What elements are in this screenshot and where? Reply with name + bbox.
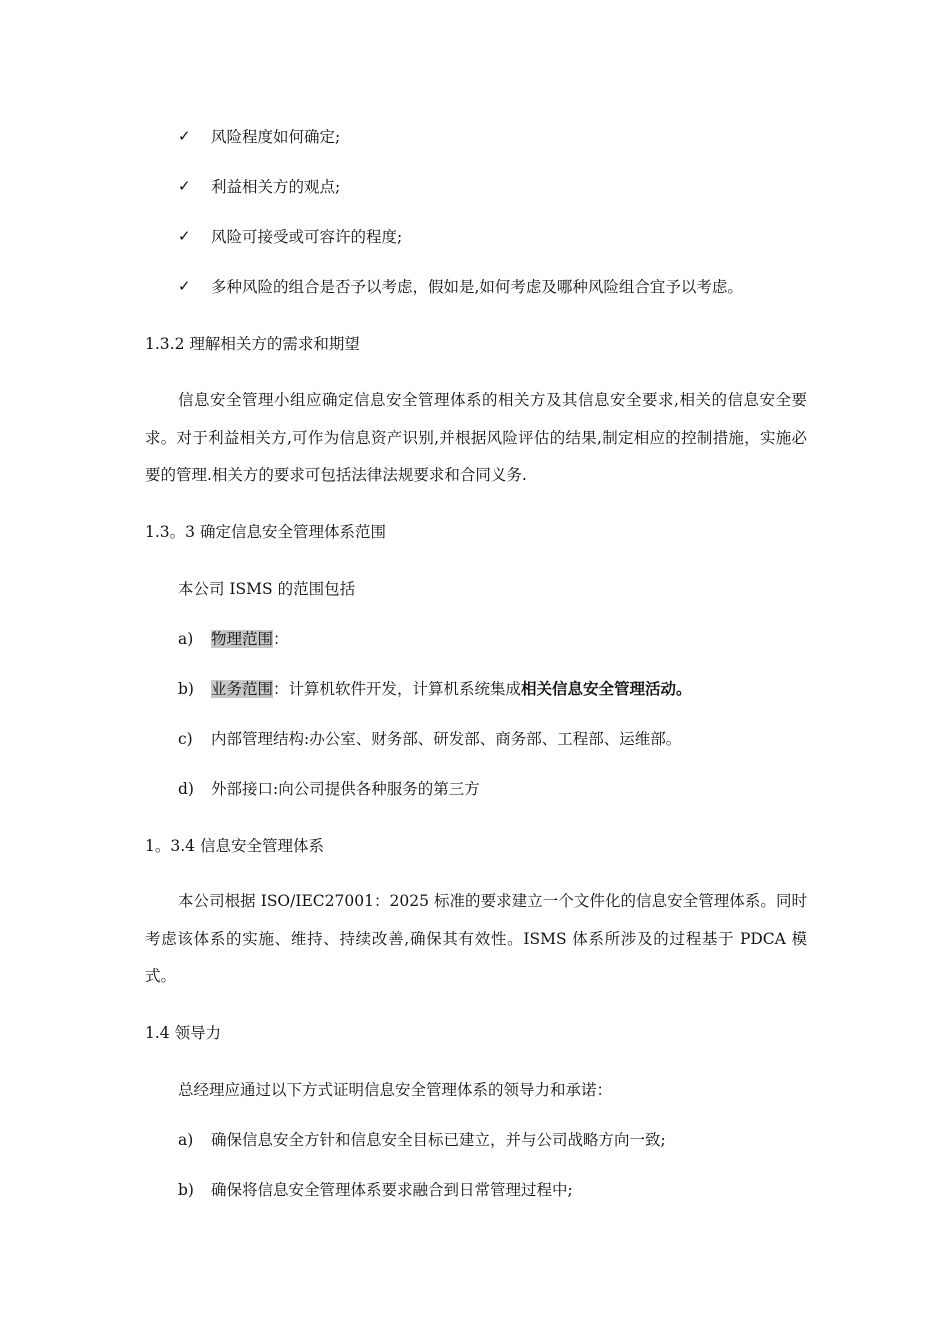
list-item bbox=[211, 679, 692, 699]
section-heading: 1.3。3 确定信息安全管理体系范围 bbox=[145, 523, 386, 541]
highlighted-label: 物理范围 bbox=[211, 630, 274, 648]
check-mark-icon: ✓ bbox=[178, 277, 191, 295]
list-marker: d) bbox=[178, 780, 194, 798]
section-intro: 总经理应通过以下方式证明信息安全管理体系的领导力和承诺： bbox=[178, 1081, 613, 1099]
section-paragraph: 信息安全管理小组应确定信息安全管理体系的相关方及其信息安全要求,相关的信息安全要求。对于利益相关方,可作为信息资产识别,并根据风险评估的结果,制定相应的控制措施，实施必要的管理.相关方的要求可包括法律法规要求和合同义务. bbox=[145, 391, 807, 484]
section-intro: 本公司 ISMS 的范围包括 bbox=[178, 580, 356, 598]
list-item: 确保信息安全方针和信息安全目标已建立，并与公司战略方向一致; bbox=[211, 1131, 666, 1149]
section-heading: 1。3.4 信息安全管理体系 bbox=[145, 837, 324, 855]
check-mark-icon: ✓ bbox=[178, 227, 191, 245]
list-item: 确保将信息安全管理体系要求融合到日常管理过程中; bbox=[211, 1181, 573, 1199]
list-item: 外部接口:向公司提供各种服务的第三方 bbox=[211, 780, 480, 798]
list-item-text: ： bbox=[273, 630, 289, 648]
criteria-item: 风险程度如何确定; bbox=[211, 128, 341, 146]
section-paragraph: 本公司根据 ISO/IEC27001：2025 标准的要求建立一个文件化的信息安全管理体系。同时考虑该体系的实施、维持、持续改善,确保其有效性。ISMS 体系所涉及的过程基于 PDCA 模式。 bbox=[145, 892, 807, 985]
list-item bbox=[211, 629, 289, 649]
check-mark-icon: ✓ bbox=[178, 127, 191, 145]
section-heading: 1.3.2 理解相关方的需求和期望 bbox=[145, 335, 360, 353]
list-marker: a) bbox=[178, 1131, 194, 1149]
criteria-item: 利益相关方的观点; bbox=[211, 178, 341, 196]
list-marker: a) bbox=[178, 630, 194, 648]
list-item-text: ：计算机软件开发，计算机系统集成 bbox=[273, 680, 522, 698]
section-heading: 1.4 领导力 bbox=[145, 1024, 222, 1042]
criteria-item: 多种风险的组合是否予以考虑，假如是,如何考虑及哪种风险组合宜予以考虑。 bbox=[211, 278, 743, 296]
list-marker: c) bbox=[178, 730, 193, 748]
check-mark-icon: ✓ bbox=[178, 177, 191, 195]
criteria-item: 风险可接受或可容许的程度; bbox=[211, 228, 403, 246]
list-marker: b) bbox=[178, 1181, 194, 1199]
list-item: 内部管理结构:办公室、财务部、研发部、商务部、工程部、运维部。 bbox=[211, 730, 682, 748]
list-marker: b) bbox=[178, 680, 194, 698]
highlighted-label: 业务范围 bbox=[211, 680, 274, 698]
bold-text: 相关信息安全管理活动。 bbox=[521, 679, 692, 698]
